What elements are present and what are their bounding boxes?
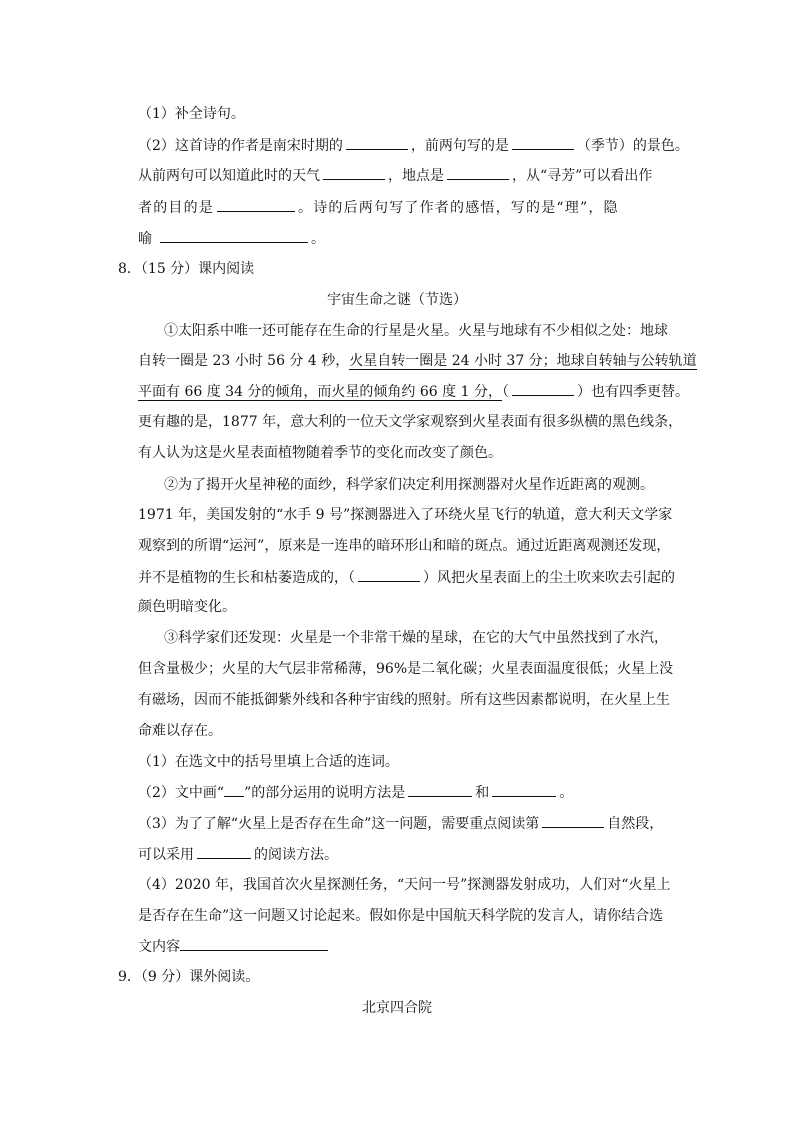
q8-sub4-line2: 是否存在生命”这一问题又讨论起来。假如你是中国航天科学院的发言人，请你结合选 (138, 908, 664, 924)
goal-blank[interactable] (217, 197, 295, 212)
metaphor-blank[interactable] (160, 228, 308, 243)
underline-sample (224, 782, 244, 797)
q8-sub2-and: 和 (475, 785, 490, 801)
q8-sub3-text-a: （3）为了了解“火星上是否存在生命”这一问题，需要重点阅读第 (138, 816, 540, 832)
q8-sub2-text-a: （2）文中画“ (138, 785, 225, 801)
conjunction-blank-1[interactable] (512, 381, 574, 396)
p1-line5: 有人认为这是火星表面植物随着季节的变化而改变了颜色。 (138, 445, 502, 461)
q8-passage-title: 宇宙生命之谜（节选） (327, 292, 467, 308)
p1-line1: ①太阳系中唯一还可能存在生命的行星是火星。火星与地球有不少相似之处：地球 (164, 323, 668, 339)
q7-sub2-text-c: （季节）的景色。 (576, 138, 689, 154)
q7-sub2-text-b: ，前两句写的是 (410, 138, 509, 154)
p2-line4-text: 并不是植物的生长和枯萎造成的，（ (138, 570, 355, 586)
q8-sub3-line2 (138, 844, 338, 865)
underlined-comparison: 火星自转一圈是 24 小时 37 分；地球自转轴与公转轨道 (349, 353, 697, 369)
q8-sub3-text-c: 可以采用 (138, 847, 194, 863)
q7-sub2-text-a: （2）这首诗的作者是南宋时期的 (138, 138, 343, 154)
p3-line1: ③科学家们还发现：火星是一个非常干燥的星球，在它的大气中虽然找到了水汽， (164, 630, 668, 646)
reading-method-blank[interactable] (197, 844, 251, 859)
p3-line2: 但含量极少；火星的大气层非常稀薄，96%是二氧化碳；火星表面温度很低；火星上没 (138, 661, 674, 677)
q7-sub2-line4 (138, 228, 325, 249)
speech-answer-blank[interactable] (180, 936, 328, 951)
q8-header: 8．（15 分）课内阅读 (118, 261, 255, 277)
location-blank[interactable] (447, 165, 509, 180)
q8-sub3-text-d: 的阅读方法。 (254, 847, 338, 863)
p1-line3 (138, 381, 689, 402)
p1-line2 (138, 351, 697, 371)
p2-line4-tail: ）风把火星表面上的尘土吹来吹去引起的 (423, 570, 675, 586)
p2-line1: ②为了揭开火星神秘的面纱，科学家们决定利用探测器对火星作近距离的观测。 (164, 477, 654, 493)
q8-sub3 (138, 813, 663, 834)
p1-line4: 更有趣的是，1877 年，意大利的一位天文学家观察到火星表面有很多纵横的黑色线条， (138, 414, 683, 430)
weather-blank[interactable] (323, 165, 385, 180)
q9-passage-title: 北京四合院 (362, 1000, 432, 1016)
p2-line3: 观察到的所谓“运河”，原来是一连串的暗环形山和暗的斑点。通过近距离观测还发现， (138, 538, 671, 554)
p1-line2-text: 自转一圈是 23 小时 56 分 4 秒， (138, 353, 350, 369)
q9-header: 9．（9 分）课外阅读。 (118, 969, 260, 985)
q8-sub2-text-b: ”的部分运用的说明方法是 (244, 785, 406, 801)
method-blank-1[interactable] (408, 782, 472, 797)
author-era-blank[interactable] (346, 135, 408, 150)
paragraph-number-blank[interactable] (542, 813, 604, 828)
p2-line5: 颜色明暗变化。 (138, 599, 236, 615)
q7-sub2-line2 (138, 165, 652, 186)
method-blank-2[interactable] (492, 782, 556, 797)
q8-sub1: （1）在选文中的括号里填上合适的连词。 (138, 754, 399, 770)
q7-sub2-line3 (138, 197, 619, 218)
q7-sub2 (138, 135, 689, 156)
q8-sub2 (138, 782, 573, 803)
underlined-comparison-cont: 平面有 66 度 34 分的倾角，而火星的倾角约 66 度 1 分， (138, 384, 502, 400)
p3-line3: 有磁场，因而不能抵御紫外线和各种宇宙线的照射。所有这些因素都说明，在火星上生 (138, 692, 670, 708)
q7-sub1: （1）补全诗句。 (138, 106, 245, 122)
p3-line4: 命难以存在。 (138, 723, 222, 739)
season-blank[interactable] (512, 135, 574, 150)
p1-line3-tail: ）也有四季更替。 (576, 384, 689, 400)
q7-metaphor-text: 喻 (138, 231, 152, 247)
q7-purpose-text: ，从“寻芳”可以看出作 (512, 168, 653, 184)
p2-line2: 1971 年，美国发射的“水手 9 号”探测器进入了环绕火星飞行的轨道，意大利天文学家 (138, 507, 673, 523)
paren-open: （ (501, 384, 509, 400)
q7-weather-text: 从前两句可以知道此时的天气 (138, 168, 320, 184)
conjunction-blank-2[interactable] (358, 567, 420, 582)
q7-location-text: ，地点是 (388, 168, 444, 184)
q8-sub2-period: 。 (559, 785, 574, 801)
q8-sub4-text-c: 文内容 (138, 939, 180, 955)
q8-sub4-line1: （4）2020 年，我国首次火星探测任务，“天问一号”探测器发射成功，人们对“火星上 (138, 877, 671, 893)
p2-line4 (138, 567, 675, 588)
q7-insight-text: 。诗的后两句写了作者的感悟，写的是“理”，隐 (298, 200, 619, 216)
q7-goal-text: 者的目的是 (138, 200, 214, 216)
q8-sub3-text-b: 自然段， (607, 816, 664, 832)
q8-sub4-line3 (138, 936, 331, 957)
q7-period: 。 (311, 231, 325, 247)
